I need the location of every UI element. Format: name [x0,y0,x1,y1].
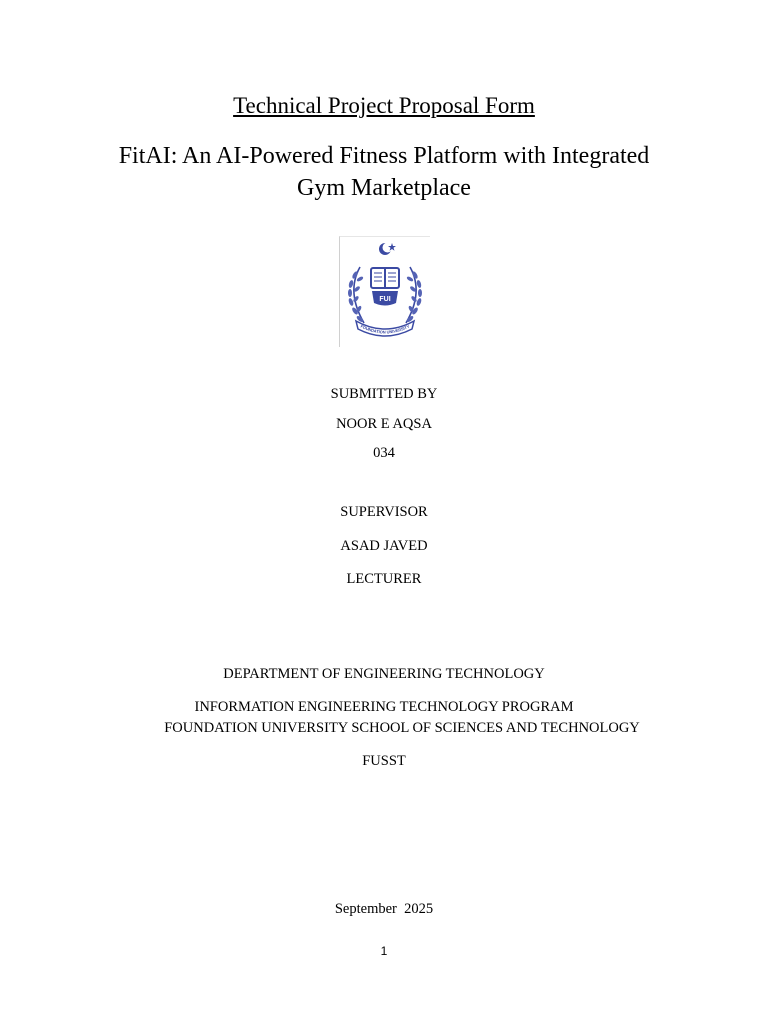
supervisor-title: LECTURER [346,571,422,587]
school-abbreviation: FUSST [362,753,406,769]
program-name: INFORMATION ENGINEERING TECHNOLOGY PROGRAM [194,699,574,715]
logo-text: FUI [379,296,391,303]
department-name: DEPARTMENT OF ENGINEERING TECHNOLOGY [223,666,545,682]
project-title-line-1: FitAI: An AI-Powered Fitness Platform with Integrated [118,143,650,169]
university-logo [339,236,430,347]
page-number: 1 [380,944,388,958]
university-crest-icon [340,237,430,347]
supervisor-name: ASAD JAVED [340,538,428,554]
form-title: Technical Project Proposal Form [233,93,535,118]
supervisor-label: SUPERVISOR [340,504,428,520]
submission-date: September 2025 [334,901,434,917]
student-name: NOOR E AQSA [336,416,432,432]
project-title [0,140,768,204]
submitted-by-label: SUBMITTED BY [330,386,438,402]
student-id: 034 [373,445,395,461]
school-name: FOUNDATION UNIVERSITY SCHOOL OF SCIENCES AND TECHNOLOGY [164,720,640,736]
logo-ribbon-text: FOUNDATION UNIVERSITY [359,323,411,335]
project-title-line-2: Gym Marketplace [297,175,471,201]
